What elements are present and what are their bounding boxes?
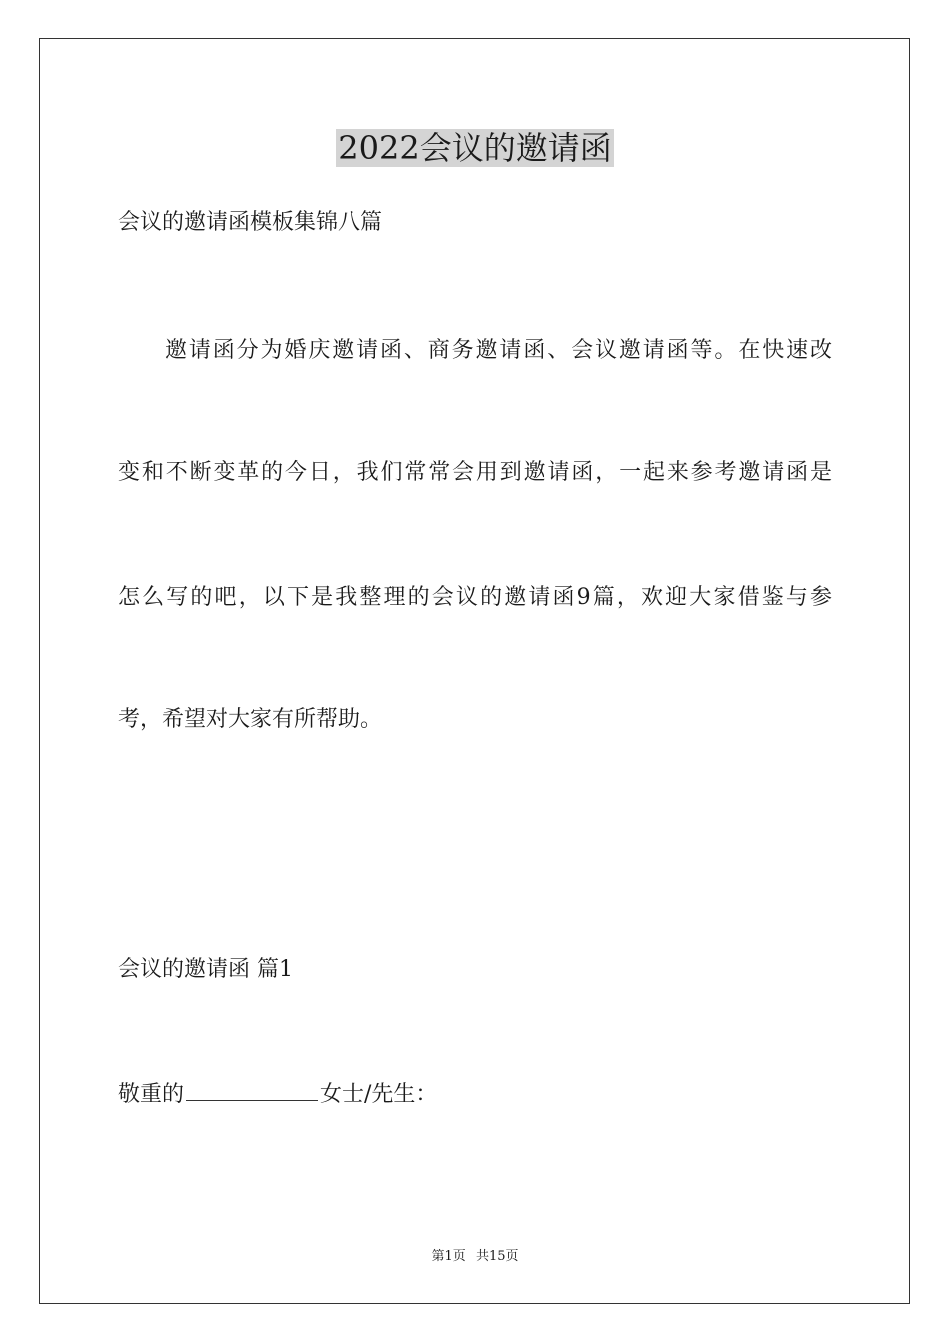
salutation-prefix: 敬重的 — [118, 1082, 185, 1107]
section-heading: 会议的邀请函 篇1 — [118, 957, 293, 982]
intro-paragraph-line-3: 怎么写的吧，以下是我整理的会议的邀请函9篇，欢迎大家借鉴与参 — [118, 585, 832, 610]
intro-paragraph-line-1: 邀请函分为婚庆邀请函、商务邀请函、会议邀请函等。在快速改 — [165, 338, 832, 363]
intro-paragraph-line-4: 考，希望对大家有所帮助。 — [118, 707, 383, 732]
total-pages: 共15页 — [475, 1249, 519, 1264]
salutation — [118, 1080, 437, 1110]
intro-paragraph-line-2: 变和不断变革的今日，我们常常会用到邀请函，一起来参考邀请函是 — [118, 460, 832, 485]
document-title-text: 2022会议的邀请函 — [338, 129, 612, 167]
current-page-number: 第1页 — [431, 1249, 466, 1264]
name-blank-line — [186, 1080, 318, 1101]
page-footer — [0, 1247, 950, 1267]
document-title — [0, 123, 950, 173]
document-subtitle: 会议的邀请函模板集锦八篇 — [118, 210, 383, 235]
salutation-suffix: 女士/先生： — [320, 1082, 438, 1107]
